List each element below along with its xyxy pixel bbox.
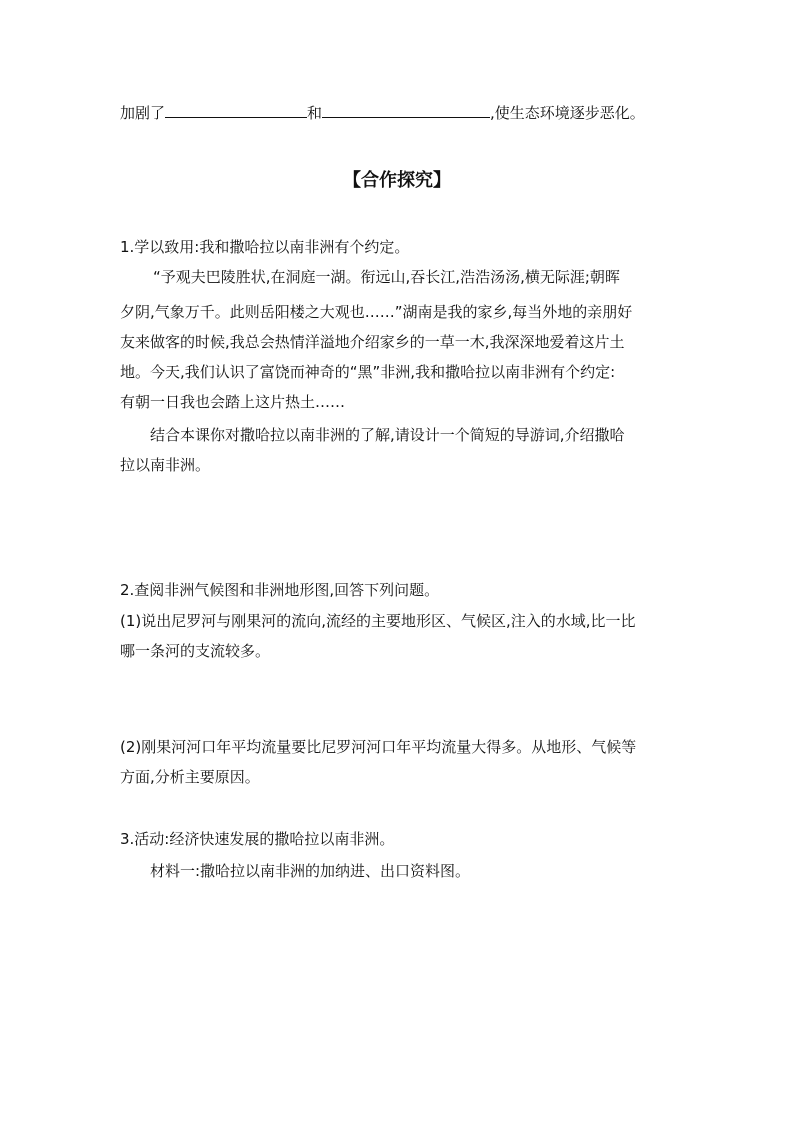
blank-1[interactable] (165, 102, 307, 118)
q1-quote-line-3: 友来做客的时候,我总会热情洋溢地介绍家乡的一草一木,我深深地爱着这片土 (120, 333, 625, 351)
intro-fill-blank-line (120, 102, 645, 123)
q1-task-line-1: 结合本课你对撒哈拉以南非洲的了解,请设计一个简短的导游词,介绍撒哈 (150, 426, 625, 444)
q2-sub1-line-2: 哪一条河的支流较多。 (120, 642, 271, 660)
blank-2[interactable] (322, 102, 490, 118)
q3-material: 材料一:撒哈拉以南非洲的加纳进、出口资料图。 (150, 862, 471, 880)
q1-quote-line-5: 有朝一日我也会踏上这片热土…… (120, 393, 346, 411)
q2-sub1-line-1: (1)说出尼罗河与刚果河的流向,流经的主要地形区、气候区,注入的水域,比一比 (120, 612, 636, 630)
q1-title: 1.学以致用:我和撒哈拉以南非洲有个约定。 (120, 238, 410, 256)
q1-quote-line-1: “予观夫巴陵胜状,在洞庭一湖。衔远山,吞长江,浩浩汤汤,横无际涯;朝晖 (153, 268, 620, 286)
section-heading: 【合作探究】 (343, 170, 451, 191)
q2-sub2-line-1: (2)刚果河河口年平均流量要比尼罗河河口年平均流量大得多。从地形、气候等 (120, 738, 637, 756)
q1-quote-line-4: 地。今天,我们认识了富饶而神奇的“黑”非洲,我和撒哈拉以南非洲有个约定: (120, 363, 616, 381)
q3-title: 3.活动:经济快速发展的撒哈拉以南非洲。 (120, 830, 395, 848)
intro-text-3: ,使生态环境逐步恶化。 (490, 104, 645, 122)
q2-sub2-line-2: 方面,分析主要原因。 (120, 768, 260, 786)
intro-text-1: 加剧了 (120, 104, 166, 122)
q2-title: 2.查阅非洲气候图和非洲地形图,回答下列问题。 (120, 581, 440, 599)
q1-task-line-2: 拉以南非洲。 (120, 456, 211, 474)
intro-text-2: 和 (307, 104, 323, 122)
q1-quote-line-2: 夕阴,气象万千。此则岳阳楼之大观也……”湖南是我的家乡,每当外地的亲朋好 (120, 303, 633, 321)
